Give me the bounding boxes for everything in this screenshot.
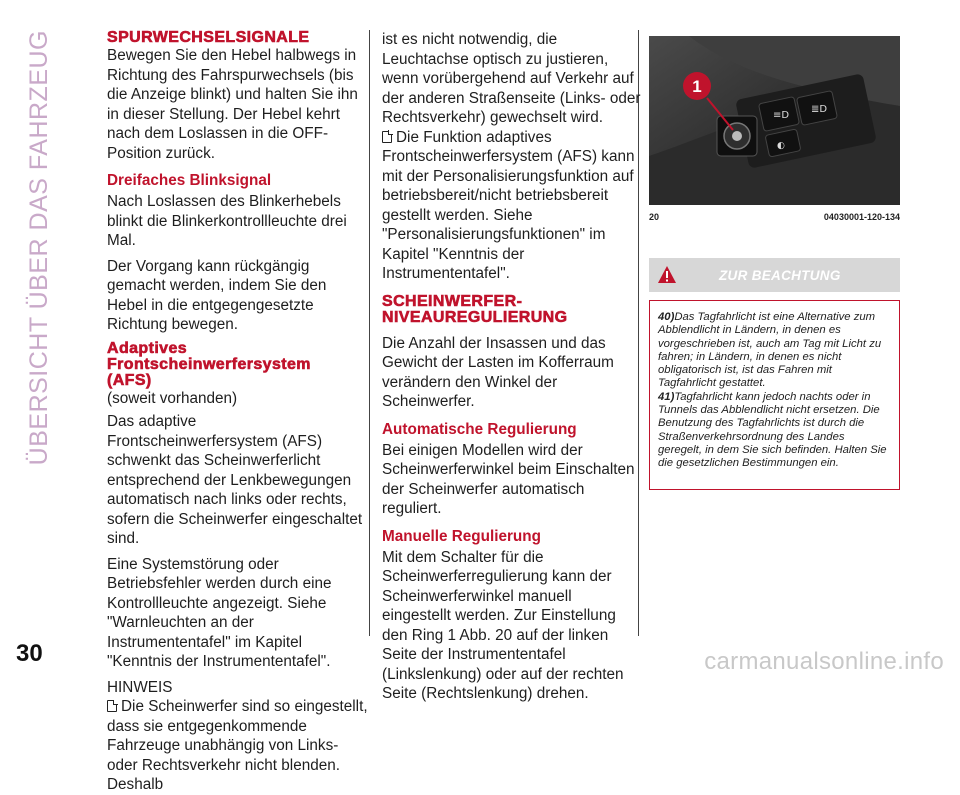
heading-dreifaches-blinksignal: Dreifaches Blinksignal [107, 172, 272, 189]
note-icon [107, 700, 117, 712]
paragraph-manuell: Mit dem Schalter für die Scheinwerferregulierung kann der Scheinwerferwinkel manuell eingestellt werden. Zur Einstellung den Ring 1 Abb. 20 auf der linken Seite der Instrumententafel (Linkslenkung) oder auf der rechten Seite (Rechtslenkung) drehen. [382, 548, 624, 702]
heading-automatische-regulierung: Automatische Regulierung [382, 420, 577, 438]
chapter-title: ÜBERSICHT ÜBER DAS FAHRZEUG [24, 30, 53, 466]
paragraph-hinweis-text: Die Scheinwerfer sind so eingestellt, dass sie entgegenkommende Fahrzeuge unabhängig von Links- oder Rechtsverkehr nicht blenden. Deshalb [107, 698, 368, 793]
figure-code: 04030001-120-134 [823, 212, 900, 222]
paragraph-automatisch: Bei einigen Modellen wird der Scheinwerferwinkel beim Einschalten der Scheinwerfer automatisch reguliert. [382, 441, 635, 517]
hinweis-label: HINWEIS [107, 678, 173, 696]
paragraph-afs-sub: (soweit vorhanden) [107, 389, 238, 407]
paragraph-afs-note [382, 128, 642, 284]
column-divider-1 [369, 30, 370, 636]
paragraph-continued: ist es nicht notwendig, die Leuchtachse optisch zu justieren, wenn vorübergehend auf Verkehr auf der anderen Straßenseite (Links- oder Rechtsverkehr) gewechselt wird. [382, 31, 641, 126]
warning-number-40: 40) [658, 311, 675, 323]
heading-afs-line1: Adaptives [107, 339, 188, 357]
dashboard-switch-illustration [649, 36, 900, 205]
note-icon [382, 131, 392, 143]
figure-20-photo [649, 36, 900, 205]
column-2 [382, 30, 642, 710]
chapter-sidebar [14, 30, 64, 510]
warning-box [649, 258, 900, 490]
paragraph-spurwechsel: Bewegen Sie den Hebel halbwegs in Richtung des Fahrspurwechsels (bis die Anzeige blinkt) und halten Sie ihn in dieser Stellung. Der Hebel kehrt nach dem Loslassen in die OFF-Position zurück. [107, 47, 358, 162]
paragraph-niveau: Die Anzahl der Insassen und das Gewicht der Lasten im Kofferraum verändern den Winkel der Scheinwerfer. [382, 334, 614, 410]
heading-afs-line2: Frontscheinwerfersystem [107, 355, 311, 373]
warning-title: ZUR BEACHTUNG [719, 267, 841, 283]
paragraph-afs-note-text: Die Funktion adaptives Frontscheinwerfersystem (AFS) kann mit der Personalisierungsfunktion auf betriebsbereit/nicht betriebsbereit gestellt werden. Siehe "Personalisierungsfunktionen" im Kapitel "Kenntnis der Instrumententafel". [382, 128, 635, 282]
paragraph-dreifach-1: Nach Loslassen des Blinkerhebels blinkt die Blinkerkontrollleuchte drei Mal. [107, 193, 347, 249]
svg-text:≡D: ≡D [773, 110, 790, 121]
page-number: 30 [16, 640, 43, 667]
warning-body [649, 300, 900, 490]
warning-number-41: 41) [658, 390, 675, 403]
figure-callout-1: 1 [692, 77, 702, 96]
heading-niveau-line1: SCHEINWERFER- [382, 292, 523, 310]
svg-text:◐: ◐ [777, 141, 785, 151]
heading-afs [107, 341, 369, 389]
heading-niveau-line2: NIVEAUREGULIERUNG [382, 308, 568, 326]
warning-item-41 [658, 391, 891, 471]
heading-scheinwerfer-niveauregulierung [382, 294, 642, 326]
warning-text-40: Das Tagfahrlicht ist eine Alternative zum Abblendlicht in Ländern, in denen es vorgeschrieben ist, auch am Tag mit Licht zu fahren; in Ländern, in denen es nicht obligatorisch ist, ist das Fahren mit Tagfahrlicht gestattet. [658, 311, 882, 390]
warning-text-41: Tagfahrlicht kann jedoch nachts oder in Tunnels das Abblendlicht nicht ersetzen. Die Benutzung des Tagfahrlichts ist durch die Straßenverkehrsordnung des Landes geregelt, in dem Sie sich befinden. Halten Sie die gesetzlichen Bestimmungen ein. [658, 390, 887, 470]
warning-item-40 [658, 311, 891, 391]
warning-icon [657, 265, 677, 285]
svg-text:≣D: ≣D [811, 104, 828, 115]
paragraph-hinweis [107, 697, 369, 795]
paragraph-dreifach-2: Der Vorgang kann rückgängig gemacht werden, indem Sie den Hebel in die entgegengesetzte Richtung bewegen. [107, 257, 327, 333]
paragraph-afs-2: Eine Systemstörung oder Betriebsfehler werden durch eine Kontrollleuchte angezeigt. Siehe "Warnleuchten an der Instrumententafel" im Kapitel "Kenntnis der Instrumententafel". [107, 555, 332, 670]
heading-manuelle-regulierung: Manuelle Regulierung [382, 527, 541, 545]
watermark: carmanualsonline.info [704, 648, 944, 675]
warning-header [649, 258, 900, 292]
figure-number: 20 [649, 212, 660, 222]
paragraph-afs-1: Das adaptive Frontscheinwerfersystem (AFS) schwenkt das Scheinwerferlicht entsprechend der Lenkbewegungen automatisch nach links oder rechts, sofern die Scheinwerfer eingeschaltet sind. [107, 413, 363, 547]
heading-spurwechselsignale: SPURWECHSELSIGNALE [107, 29, 310, 46]
column-1 [107, 30, 369, 795]
heading-afs-line3: (AFS) [107, 371, 152, 389]
